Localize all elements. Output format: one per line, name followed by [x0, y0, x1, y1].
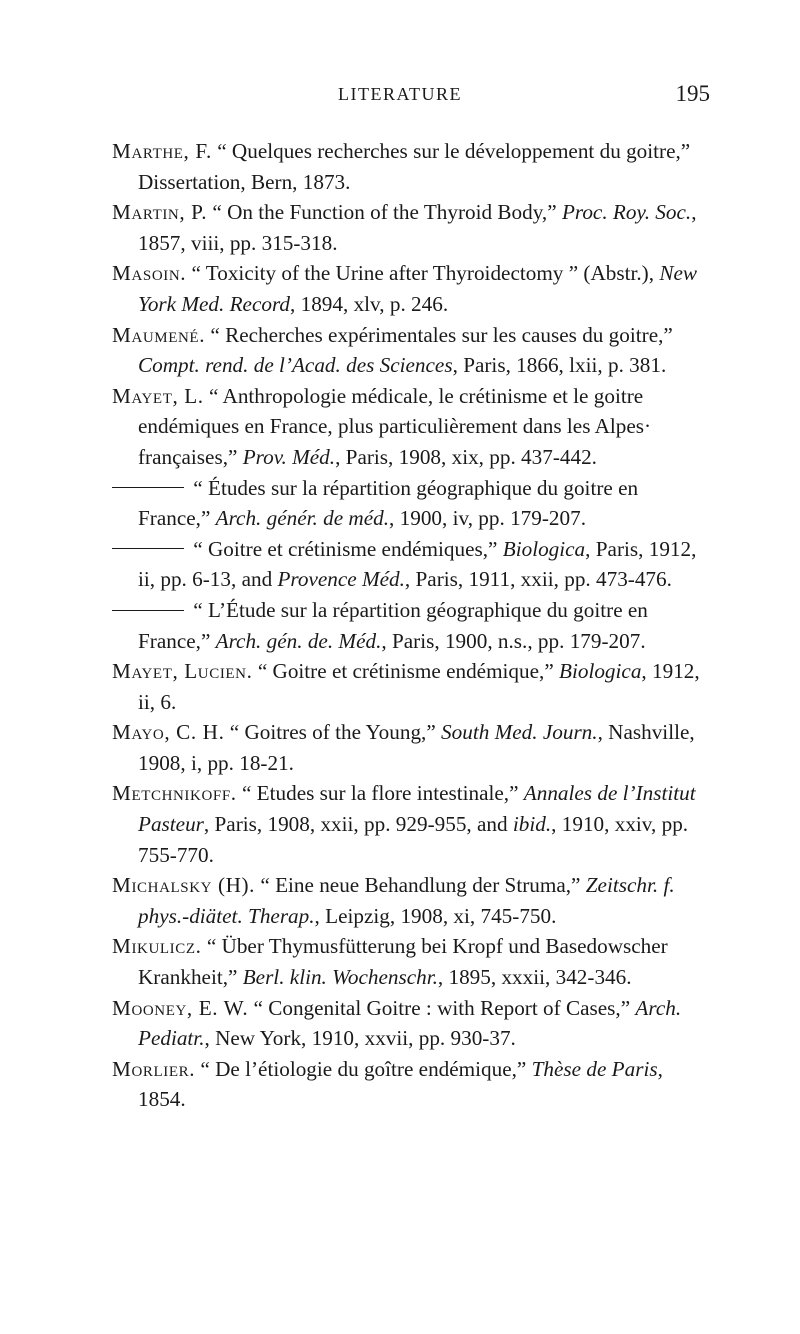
entry-details: , 1900, iv, pp. 179-207.	[389, 506, 586, 531]
bibliography-entry	[112, 534, 712, 595]
entry-details-2: , 1910, xxiv, pp. 755-770.	[138, 812, 689, 867]
entry-details: , 1894, xlv, p. 246.	[290, 291, 449, 316]
entry-author: Morlier.	[112, 1056, 196, 1081]
page-number: 195	[675, 81, 710, 106]
bibliography-entry	[112, 197, 712, 258]
entry-author: Michalsky (H).	[112, 873, 256, 898]
entry-journal: Arch. gén. de. Méd.	[215, 628, 382, 653]
entry-title: “ Anthropologie médicale, le crétinisme et le goitre endémiques en France, plus particulièrement dans les Alpes· françaises,”	[138, 383, 652, 469]
entry-journal: Compt. rend. de l’Acad. des Sciences	[138, 353, 453, 378]
bibliography-entry	[112, 993, 712, 1054]
page-title: LITERATURE	[338, 84, 462, 104]
entry-title: “ De l’étiologie du goître endémique,”	[200, 1056, 532, 1081]
entry-details: , 1912, ii, 6.	[138, 659, 700, 714]
bibliography-entry	[112, 1054, 712, 1115]
entry-title: “ Toxicity of the Urine after Thyroidectomy ” (Abstr.),	[191, 261, 660, 286]
entry-title: “ Recherches expérimentales sur les causes du goitre,”	[210, 322, 673, 347]
bibliography-entry	[112, 656, 712, 717]
entry-journal: Proc. Roy. Soc.	[561, 200, 692, 225]
entry-title: “ Quelques recherches sur le développement du goitre,” Dissertation, Bern, 1873.	[138, 139, 691, 194]
entry-journal: South Med. Journ.	[441, 720, 598, 745]
entry-journal: Berl. klin. Wochenschr.	[242, 965, 438, 990]
entry-author: Mayet, L.	[112, 383, 204, 408]
bibliography-entry	[112, 136, 712, 197]
entry-details: , Paris, 1912, ii, pp. 6-13, and	[138, 536, 697, 592]
entry-journal: Biologica	[559, 659, 642, 684]
entry-title: “ Goitres of the Young,”	[229, 720, 442, 745]
entry-title: “ On the Function of the Thyroid Body,”	[212, 200, 562, 225]
entry-title: “ Etudes sur la flore intestinale,”	[241, 781, 524, 806]
entry-details: , Leipzig, 1908, xi, 745-750.	[314, 903, 557, 928]
bibliography-list	[112, 136, 712, 1115]
bibliography-entry	[112, 870, 712, 931]
entry-details: , Paris, 1908, xxii, pp. 929-955, and	[203, 812, 513, 837]
entry-title: “ L’Étude sur la répartition géographique du goitre en France,”	[138, 597, 648, 653]
entry-author: Metchnikoff.	[112, 781, 237, 806]
entry-journal: Arch. génér. de méd.	[215, 506, 390, 531]
bibliography-entry	[112, 320, 712, 381]
entry-journal: Prov. Méd.	[242, 444, 336, 469]
bibliography-entry	[112, 717, 712, 778]
entry-author: Mikulicz.	[112, 934, 202, 959]
bibliography-entry	[112, 473, 712, 534]
ditto-dash	[112, 610, 184, 611]
entry-details: , 1857, viii, pp. 315-318.	[138, 200, 697, 255]
entry-journal: New York Med. Record	[138, 261, 697, 316]
entry-author: Martin, P.	[112, 200, 208, 225]
entry-journal: Biologica	[502, 536, 586, 561]
entry-details: , Paris, 1900, n.s., pp. 179-207.	[381, 628, 646, 653]
entry-details-2: , Paris, 1911, xxii, pp. 473-476.	[404, 567, 672, 592]
entry-details: , 1854.	[138, 1056, 663, 1112]
entry-details: , Paris, 1908, xix, pp. 437-442.	[335, 444, 597, 469]
ditto-dash	[112, 487, 184, 488]
entry-author: Maumené.	[112, 322, 206, 347]
entry-author: Masoin.	[112, 261, 187, 286]
entry-journal-2: Provence Méd.	[277, 567, 405, 592]
ditto-dash	[112, 548, 184, 549]
entry-journal: Annales de l’Institut Pasteur	[138, 781, 696, 837]
running-head	[0, 81, 800, 112]
entry-title: “ Goitre et crétinisme endémiques,”	[193, 536, 503, 561]
entry-details: , New York, 1910, xxvii, pp. 930-37.	[204, 1026, 516, 1051]
entry-journal-2: ibid.	[512, 812, 552, 837]
entry-details: , Paris, 1866, lxii, p. 381.	[452, 353, 667, 378]
entry-author: Mayo, C. H.	[112, 720, 225, 745]
entry-author: Marthe, F.	[112, 139, 212, 163]
entry-details: , 1895, xxxii, 342-346.	[437, 965, 632, 990]
entry-journal: Thèse de Paris	[531, 1056, 658, 1081]
entry-title: “ Über Thymusfütterung bei Kropf und Basedowscher Krankheit,”	[138, 934, 668, 990]
bibliography-entry	[112, 931, 712, 992]
bibliography-entry	[112, 381, 712, 473]
entry-author: Mayet, Lucien.	[112, 659, 253, 684]
entry-title: “ Goitre et crétinisme endémique,”	[257, 659, 560, 684]
entry-title: “ Congenital Goitre : with Report of Cases,”	[253, 995, 636, 1020]
bibliography-entry	[112, 595, 712, 656]
entry-title: “ Eine neue Behandlung der Struma,”	[260, 873, 586, 898]
bibliography-entry	[112, 778, 712, 870]
entry-journal: Arch. Pediatr.	[138, 995, 682, 1051]
entry-author: Mooney, E. W.	[112, 995, 249, 1020]
entry-title: “ Études sur la répartition géographique du goitre en France,”	[138, 475, 639, 531]
entry-details: , Nashville, 1908, i, pp. 18-21.	[138, 720, 695, 775]
bibliography-entry	[112, 258, 712, 319]
entry-journal: Zeitschr. f. phys.-diätet. Therap.	[138, 873, 675, 928]
